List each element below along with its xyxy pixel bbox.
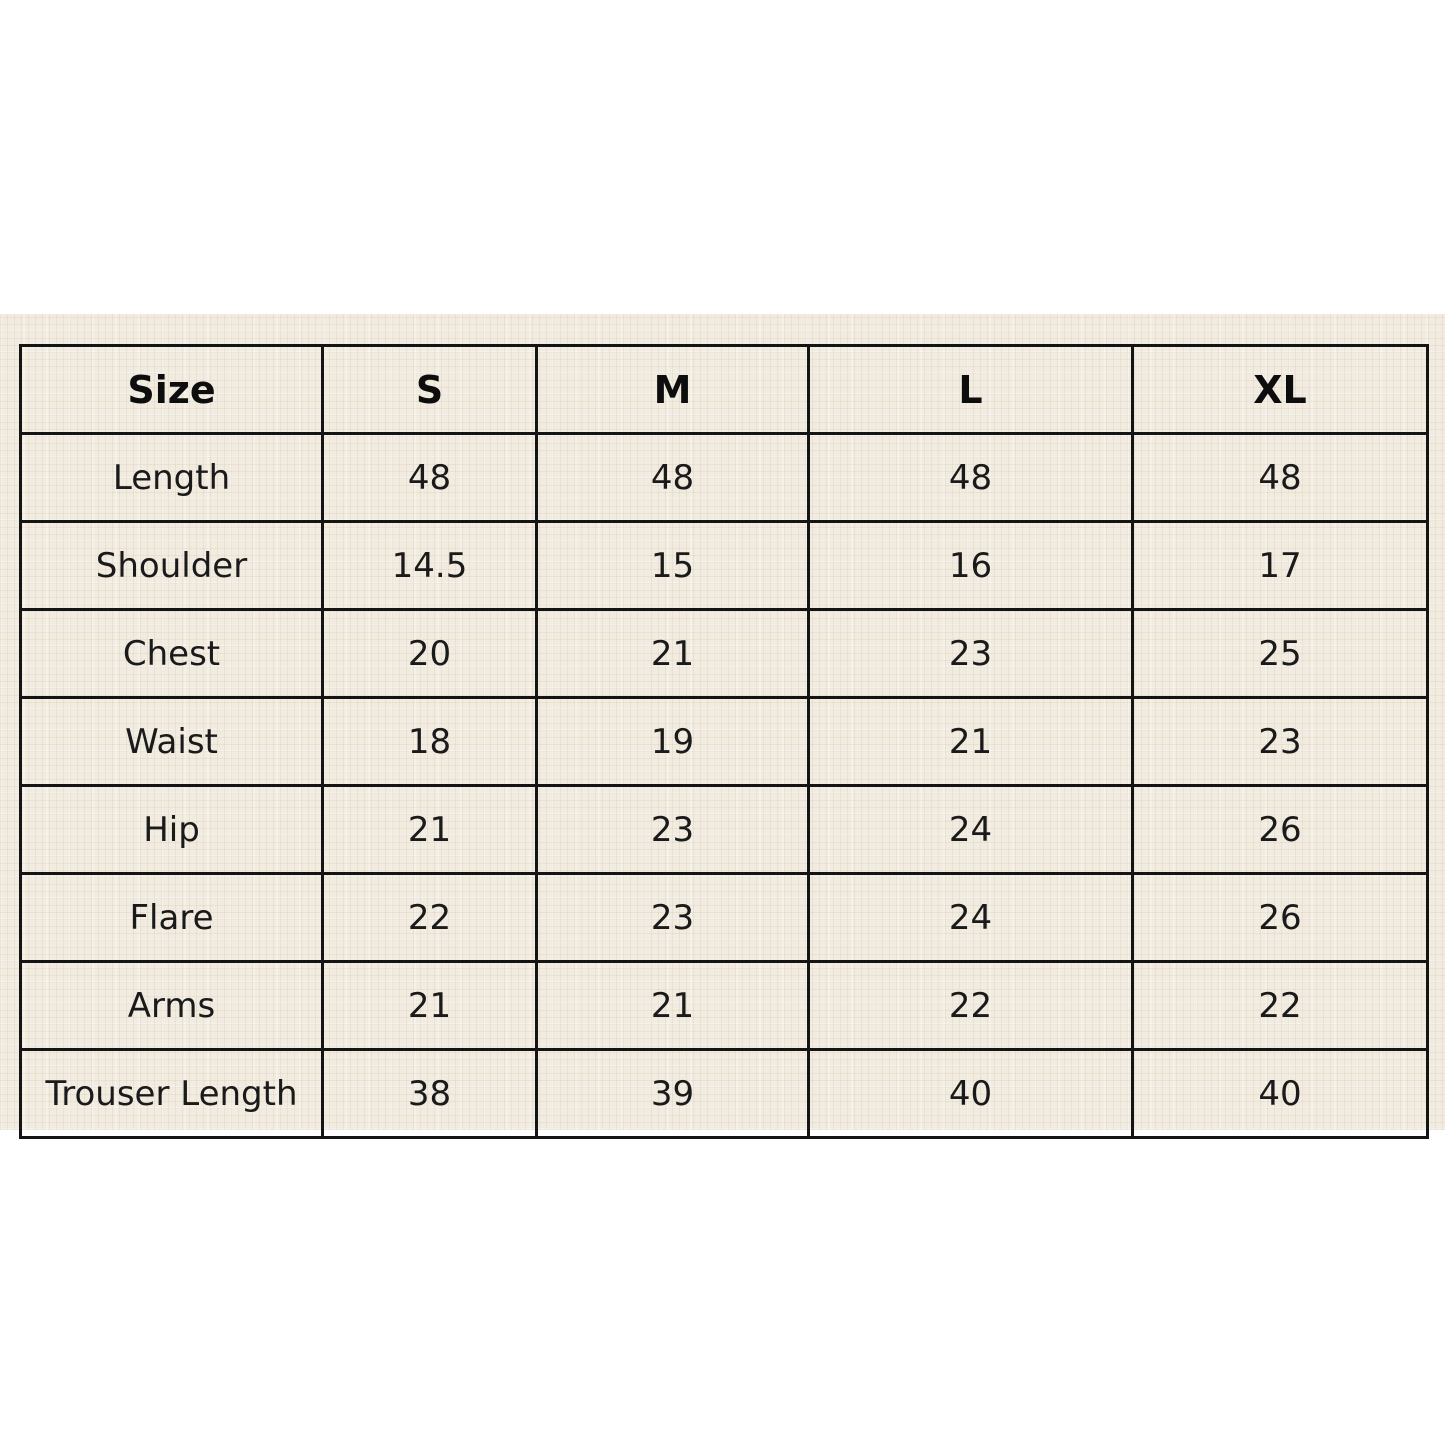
row-label: Trouser Length xyxy=(21,1050,323,1138)
table-cell: 39 xyxy=(537,1050,809,1138)
table-cell: 17 xyxy=(1133,522,1428,610)
table-cell: 22 xyxy=(1133,962,1428,1050)
table-cell: 23 xyxy=(537,874,809,962)
table-cell: 16 xyxy=(809,522,1133,610)
table-cell: 25 xyxy=(1133,610,1428,698)
table-cell: 24 xyxy=(809,786,1133,874)
table-cell: 23 xyxy=(537,786,809,874)
table-row xyxy=(21,434,1428,522)
table-cell: 21 xyxy=(537,610,809,698)
table-cell: 48 xyxy=(809,434,1133,522)
table-cell: 18 xyxy=(323,698,537,786)
table-cell: 22 xyxy=(809,962,1133,1050)
row-label: Flare xyxy=(21,874,323,962)
table-cell: 20 xyxy=(323,610,537,698)
header-cell-m: M xyxy=(537,346,809,434)
table-cell: 19 xyxy=(537,698,809,786)
row-label: Shoulder xyxy=(21,522,323,610)
table-cell: 15 xyxy=(537,522,809,610)
table-cell: 21 xyxy=(809,698,1133,786)
header-cell-s: S xyxy=(323,346,537,434)
header-cell-l: L xyxy=(809,346,1133,434)
table-cell: 26 xyxy=(1133,874,1428,962)
header-cell-xl: XL xyxy=(1133,346,1428,434)
table-cell: 40 xyxy=(1133,1050,1428,1138)
table-row xyxy=(21,874,1428,962)
row-label: Waist xyxy=(21,698,323,786)
table-cell: 21 xyxy=(323,786,537,874)
table-cell: 23 xyxy=(809,610,1133,698)
table-cell: 23 xyxy=(1133,698,1428,786)
table-cell: 38 xyxy=(323,1050,537,1138)
table-cell: 48 xyxy=(1133,434,1428,522)
table-cell: 21 xyxy=(537,962,809,1050)
table-cell: 26 xyxy=(1133,786,1428,874)
header-cell-size: Size xyxy=(21,346,323,434)
table-row xyxy=(21,698,1428,786)
table-row xyxy=(21,786,1428,874)
table-row xyxy=(21,962,1428,1050)
row-label: Arms xyxy=(21,962,323,1050)
table-cell: 22 xyxy=(323,874,537,962)
table-cell: 24 xyxy=(809,874,1133,962)
table-cell: 48 xyxy=(323,434,537,522)
row-label: Length xyxy=(21,434,323,522)
row-label: Chest xyxy=(21,610,323,698)
row-label: Hip xyxy=(21,786,323,874)
table-row xyxy=(21,1050,1428,1138)
table-row xyxy=(21,610,1428,698)
table-row xyxy=(21,522,1428,610)
table-cell: 48 xyxy=(537,434,809,522)
table-cell: 40 xyxy=(809,1050,1133,1138)
table-cell: 21 xyxy=(323,962,537,1050)
header-row xyxy=(21,346,1428,434)
size-chart-table xyxy=(19,344,1429,1139)
table-cell: 14.5 xyxy=(323,522,537,610)
